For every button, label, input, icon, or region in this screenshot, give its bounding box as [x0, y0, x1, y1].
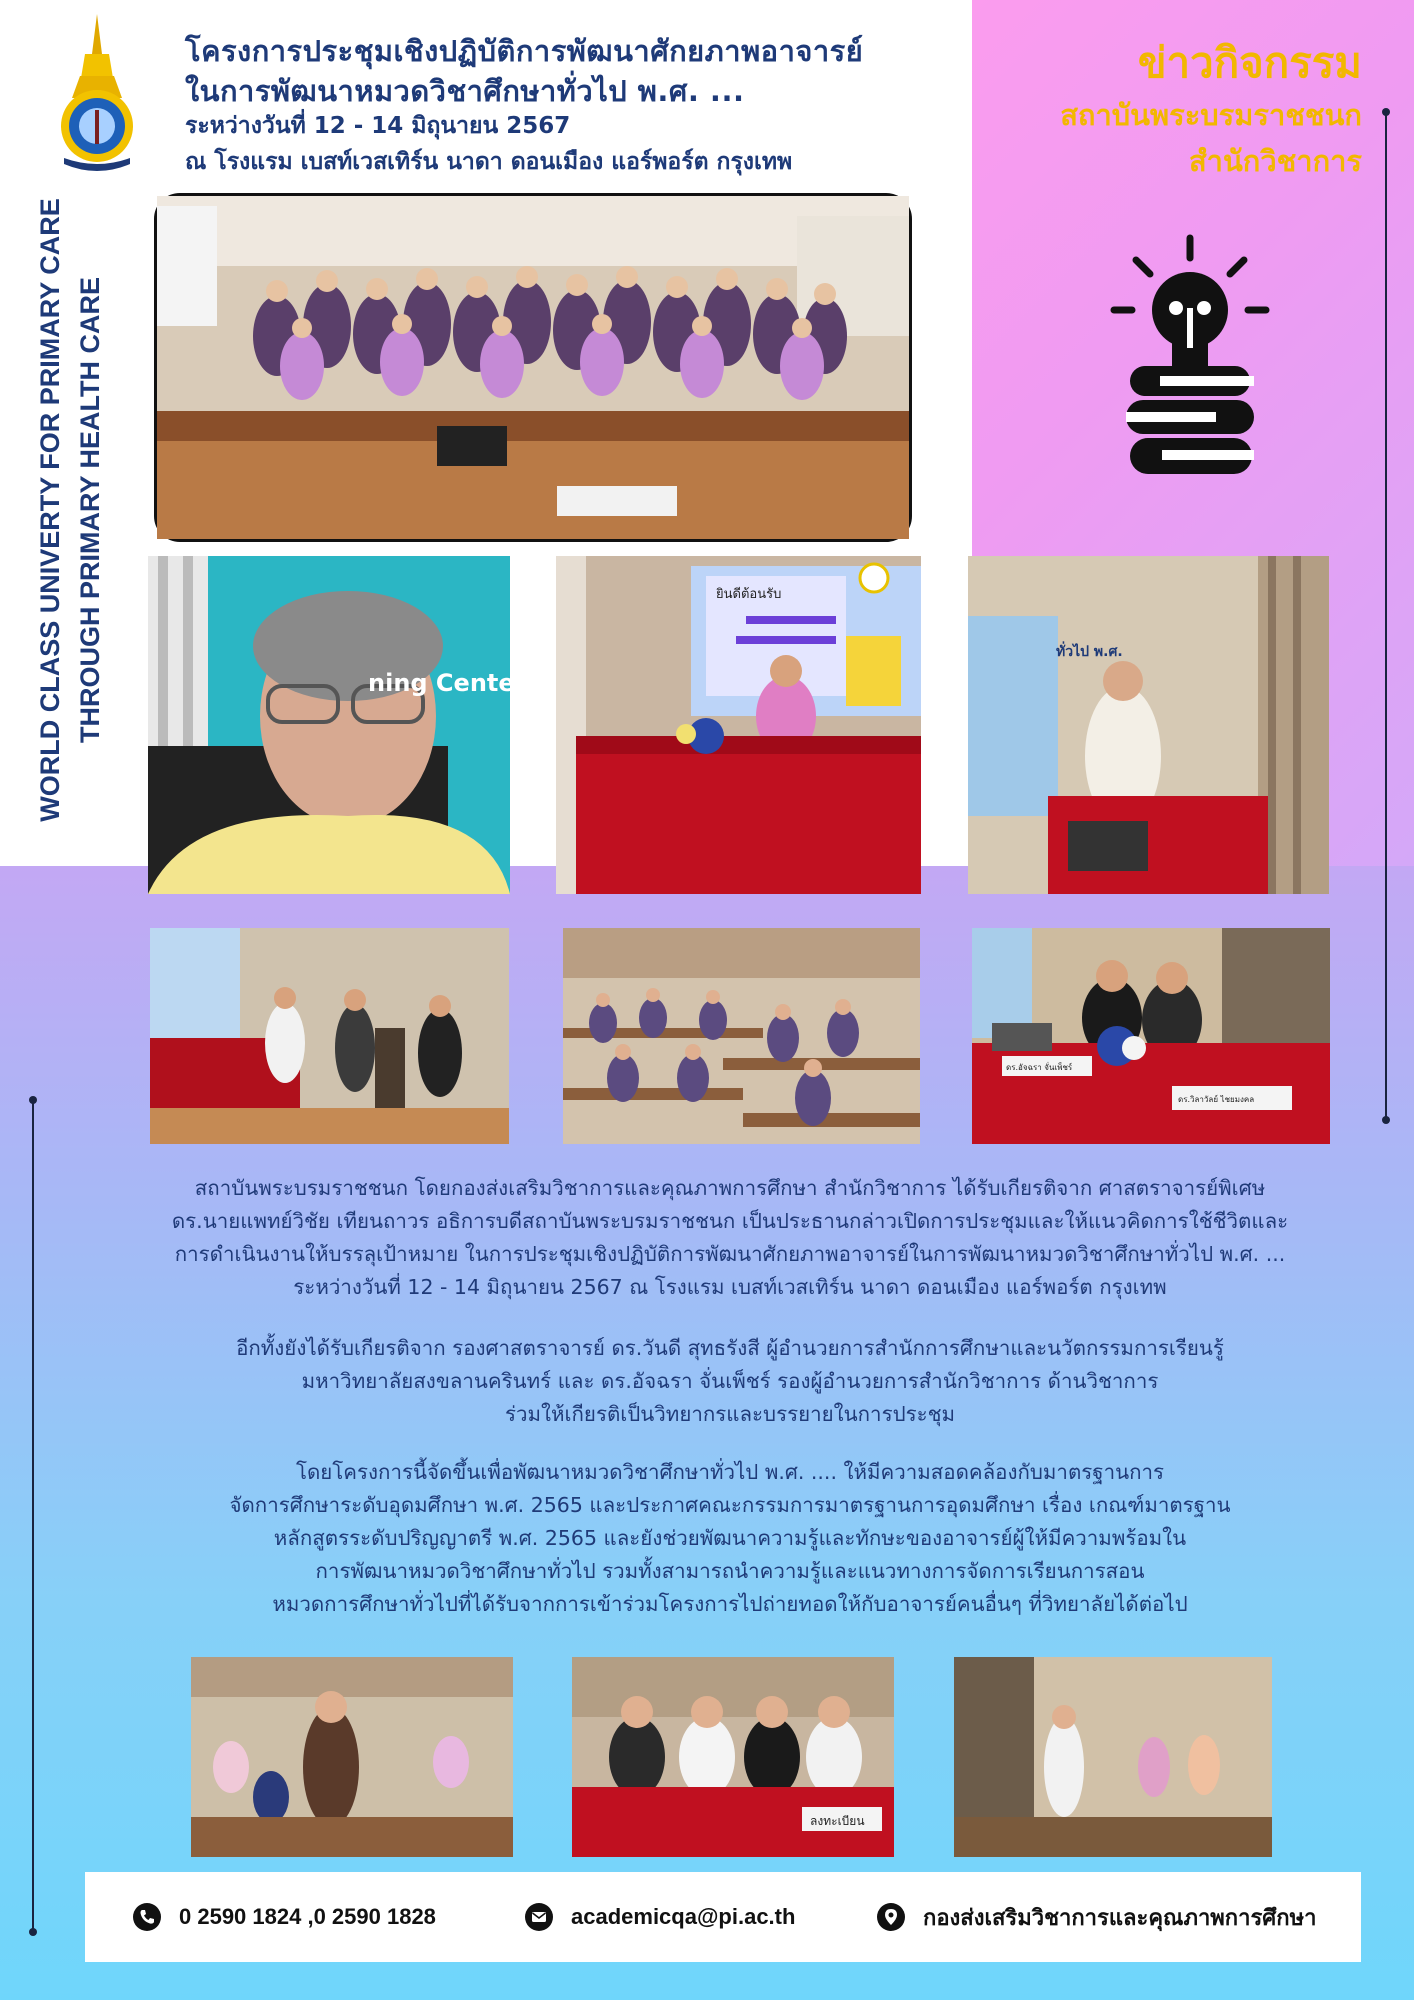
slogan-line2: THROUGH PRIMARY HEALTH CARE — [75, 277, 105, 744]
paragraph-line: หมวดการศึกษาทั่วไปที่ได้รับจากการเข้าร่วมโครงการไปถ่ายทอดให้กับอาจารย์คนอื่นๆ ที่วิทยาลัยได้ต่อไป — [272, 1592, 1188, 1616]
registration-sign: ลงทะเบียน — [810, 1814, 865, 1828]
email-contact[interactable] — [525, 1872, 795, 1962]
paragraph-line: จัดการศึกษาระดับอุดมศึกษา พ.ศ. 2565 และประกาศคณะกรรมการมาตรฐานการอุดมศึกษา เรื่อง เกณฑ์มาตรฐาน — [229, 1493, 1231, 1517]
institute-logo — [52, 14, 142, 174]
project-title-line2: ในการพัฒนาหมวดวิชาศึกษาทั่วไป พ.ศ. ... — [185, 74, 745, 108]
group-photo — [154, 193, 912, 542]
paragraph-line: โดยโครงการนี้จัดขึ้นเพื่อพัฒนาหมวดวิชาศึกษาทั่วไป พ.ศ. .... ให้มีความสอดคล้องกับมาตรฐานการ — [295, 1460, 1165, 1484]
org-name-line1: สถาบันพระบรมราชชนก — [1060, 98, 1362, 132]
right-divider-line — [1385, 112, 1387, 1120]
location-pin-icon — [877, 1903, 905, 1931]
phone-contact[interactable] — [133, 1872, 436, 1962]
photo-sign-text: ning Center — [368, 669, 527, 697]
email-address: academicqa@pi.ac.th — [571, 1904, 796, 1929]
paragraph-line: ร่วมให้เกียรติเป็นวิทยากรและบรรยายในการประชุม — [504, 1402, 956, 1426]
divider-dot — [1382, 108, 1390, 116]
project-title-line1: โครงการประชุมเชิงปฏิบัติการพัฒนาศักยภาพอาจารย์ — [185, 34, 864, 68]
paragraph-line: มหาวิทยาลัยสงขลานครินทร์ และ ดร.อัจฉรา จั่นเพ็ชร์ รองผู้อำนวยการสำนักวิชาการ ด้านวิชาการ — [301, 1369, 1159, 1393]
meeting-discussion-photo — [150, 928, 509, 1144]
paragraph-speakers — [100, 1332, 1360, 1431]
registration-desk-photo — [572, 1657, 894, 1857]
phone-number: 0 2590 1824 ,0 2590 1828 — [179, 1904, 436, 1929]
department-contact — [877, 1872, 1316, 1962]
paragraph-line: หลักสูตรระดับปริญญาตรี พ.ศ. 2565 และยังช่วยพัฒนาความรู้และทักษะของอาจารย์ผู้ให้มีความพร้อมใน — [273, 1526, 1187, 1550]
paragraph-line: การพัฒนาหมวดวิชาศึกษาทั่วไป รวมทั้งสามารถนำความรู้และแนวทางการจัดการเรียนการสอน — [315, 1559, 1145, 1583]
paragraph-line: สถาบันพระบรมราชชนก โดยกองส่งเสริมวิชาการและคุณภาพการศึกษา สำนักวิชาการ ได้รับเกียรติจาก ศาสตราจารย์พิเศษ — [194, 1176, 1266, 1200]
name-plate: ดร.อัจฉรา จั่นเพ็ชร์ — [1006, 1063, 1073, 1072]
divider-dot — [29, 1928, 37, 1936]
workshop-room-photo — [954, 1657, 1272, 1857]
paragraph-line: ดร.นายแพทย์วิชัย เทียนถาวร อธิการบดีสถาบันพระบรมราชชนก เป็นประธานกล่าวเปิดการประชุมและให้แนวคิดการใช้ชีวิตและ — [171, 1209, 1289, 1233]
event-date: ระหว่างวันที่ 12 - 14 มิถุนายน 2567 — [185, 113, 571, 139]
paragraph-line: ระหว่างวันที่ 12 - 14 มิถุนายน 2567 ณ โรงแรม เบสท์เวสเทิร์น นาดา ดอนเมือง แอร์พอร์ต กรุงเทพ — [293, 1275, 1167, 1299]
participants-classroom-photo — [563, 928, 920, 1144]
paragraph-line: อีกทั้งยังได้รับเกียรติจาก รองศาสตราจารย์ ดร.วันดี สุทธรังสี ผู้อำนวยการสำนักการศึกษาและนวัตกรรมการเรียนรู้ — [236, 1336, 1224, 1360]
paragraph-objectives — [100, 1456, 1360, 1621]
lightbulb-on-books-icon — [1100, 232, 1280, 482]
contact-footer — [85, 1872, 1361, 1962]
panel-speakers-photo — [972, 928, 1330, 1144]
paragraph-opening — [100, 1172, 1360, 1304]
department-name: กองส่งเสริมวิชาการและคุณภาพการศึกษา — [923, 1904, 1317, 1930]
phone-icon — [133, 1903, 161, 1931]
news-label: ข่าวกิจกรรม — [1137, 38, 1362, 87]
photo-sign-text: ทั่วไป พ.ศ. — [1056, 644, 1123, 660]
divider-dot — [1382, 1116, 1390, 1124]
speaker-podium-photo — [968, 556, 1329, 894]
name-plate: ดร.วิลาวัลย์ ไชยมงคล — [1178, 1095, 1255, 1104]
vertical-slogan — [30, 180, 110, 840]
slogan-line1: WORLD CLASS UNIVERTY FOR PRIMARY CARE — [35, 198, 65, 822]
left-divider-line — [32, 1100, 34, 1932]
divider-dot — [29, 1096, 37, 1104]
org-name-line2: สำนักวิชาการ — [1188, 144, 1362, 178]
screen-text: ยินดีต้อนรับ — [716, 587, 782, 602]
event-venue: ณ โรงแรม เบสท์เวสเทิร์น นาดา ดอนเมือง แอร์พอร์ต กรุงเทพ — [185, 149, 793, 175]
speaker-microphone-photo — [191, 1657, 513, 1857]
chairman-speech-photo — [556, 556, 921, 894]
mail-icon — [525, 1903, 553, 1931]
paragraph-line: การดำเนินงานให้บรรลุเป้าหมาย ในการประชุมเชิงปฏิบัติการพัฒนาศักยภาพอาจารย์ในการพัฒนาหมวดวิชาศึกษาทั่วไป พ.ศ. ... — [174, 1242, 1286, 1266]
speaker-video-photo — [148, 556, 527, 894]
